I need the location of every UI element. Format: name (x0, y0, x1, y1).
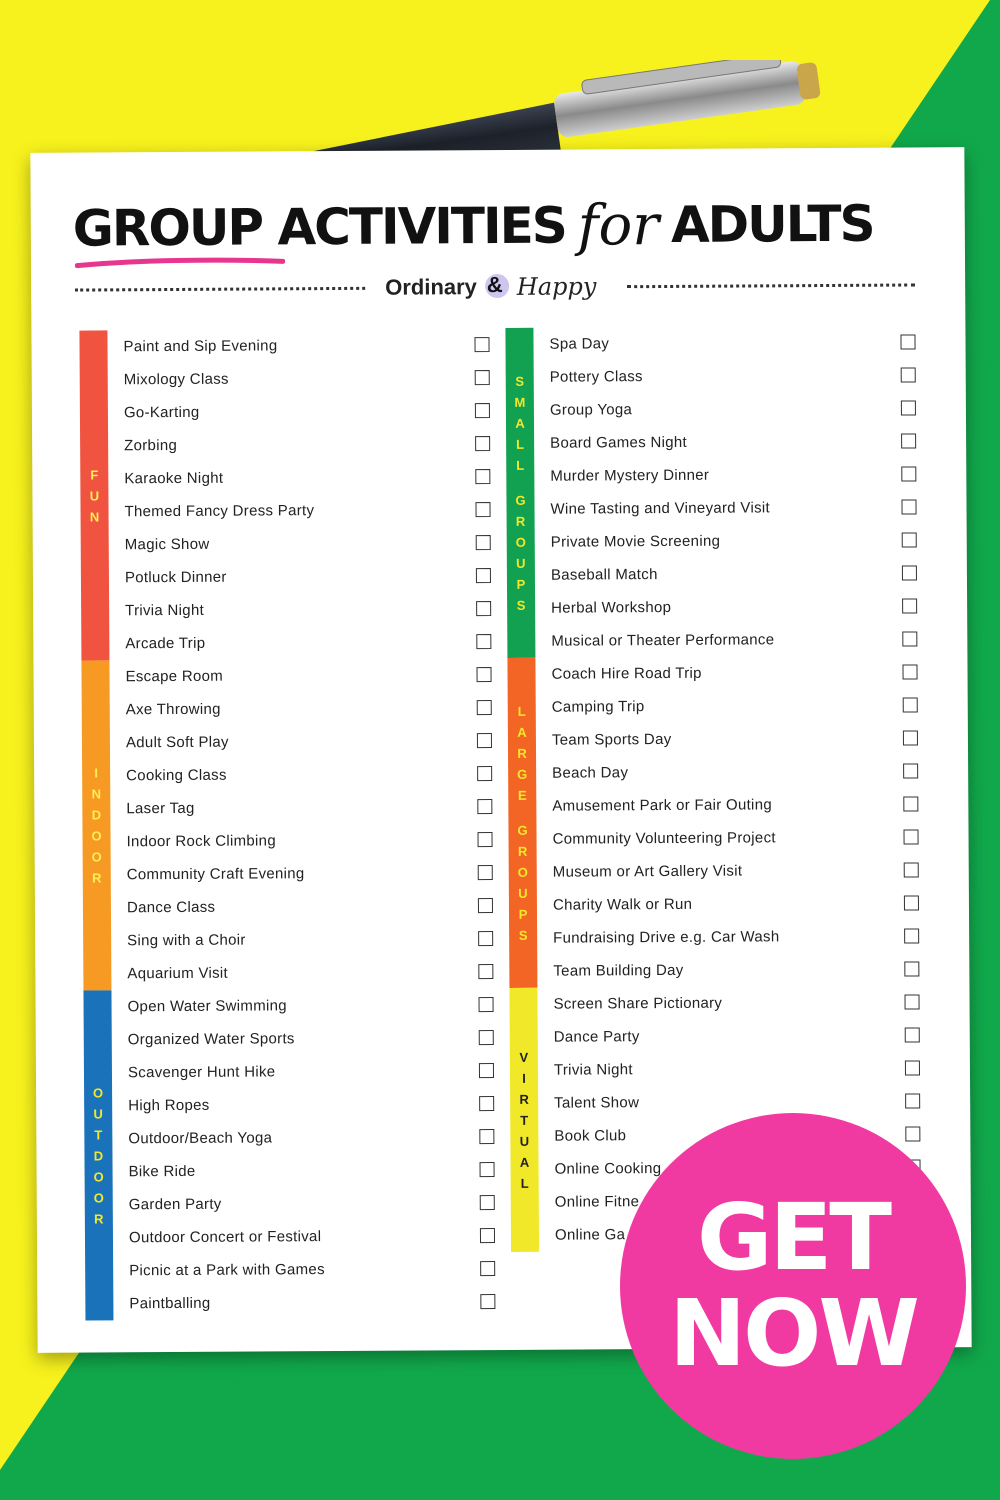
checklist-item (128, 1054, 498, 1089)
cta-line-2: NOW (669, 1280, 917, 1387)
checklist-item (125, 658, 495, 693)
checkbox[interactable] (900, 334, 915, 349)
checkbox[interactable] (901, 433, 916, 448)
category-letter: N (89, 508, 100, 525)
category-letter: V (519, 1049, 529, 1065)
activity-label: Dance Class (126, 898, 216, 917)
category-letter (519, 475, 523, 489)
checklist-item (129, 1219, 499, 1254)
pen-icon (255, 60, 835, 160)
category-bar (83, 990, 113, 1320)
category-letter: A (517, 724, 527, 740)
category-letter: R (519, 1091, 529, 1107)
divider-left (75, 287, 365, 292)
checkbox[interactable] (480, 1261, 495, 1276)
activity-label: Adult Soft Play (125, 733, 229, 752)
activity-label: Trivia Night (125, 601, 205, 620)
checkbox[interactable] (904, 961, 919, 976)
checkbox[interactable] (901, 466, 916, 481)
checklist-item (125, 592, 495, 627)
checklist-item (553, 952, 923, 987)
checkbox[interactable] (905, 994, 920, 1009)
checklist-item (124, 361, 494, 396)
checkbox[interactable] (475, 370, 490, 385)
category-letter: E (517, 787, 527, 803)
checkbox[interactable] (903, 796, 918, 811)
category-letter (521, 805, 525, 819)
category-letter: L (517, 703, 526, 719)
activity-label: Talent Show (554, 1094, 640, 1112)
checkbox[interactable] (902, 664, 917, 679)
activity-label: Pottery Class (549, 368, 643, 386)
activity-label: Themed Fancy Dress Party (124, 502, 315, 521)
checkbox[interactable] (901, 400, 916, 415)
activity-label: Team Building Day (553, 961, 684, 980)
activity-label: Paint and Sip Evening (123, 337, 278, 356)
category-letter: R (94, 1210, 104, 1226)
checklist-item (553, 985, 923, 1020)
checkbox[interactable] (478, 964, 493, 979)
checkbox[interactable] (477, 700, 492, 715)
category-letter: I (522, 1070, 526, 1086)
checkbox[interactable] (902, 532, 917, 547)
checkbox[interactable] (477, 766, 492, 781)
checklist-item (551, 622, 921, 657)
checklist-item (549, 325, 919, 360)
activity-label: Screen Share Pictionary (553, 994, 723, 1013)
checkbox[interactable] (901, 499, 916, 514)
activity-label: Garden Party (128, 1195, 222, 1214)
category-letter: I (94, 765, 98, 781)
checkbox[interactable] (902, 565, 917, 580)
title-main: GROUP ACTIVITIES (72, 196, 566, 258)
category-letter: R (517, 745, 527, 761)
category-letter: O (517, 864, 528, 880)
brand-amp-badge (483, 271, 509, 300)
checklist-item (551, 523, 921, 558)
activity-label: Group Yoga (549, 401, 633, 419)
category-letter: P (518, 906, 528, 922)
activity-label: Fundraising Drive e.g. Car Wash (553, 928, 780, 947)
checkbox[interactable] (903, 829, 918, 844)
brand-word-2: Happy (516, 272, 597, 301)
activity-label: Mixology Class (123, 370, 229, 389)
checkbox[interactable] (904, 928, 919, 943)
category-letter: G (515, 492, 526, 508)
checkbox[interactable] (905, 1027, 920, 1042)
activity-label: Camping Trip (551, 698, 645, 716)
checklist-item (552, 754, 922, 789)
title-script: for (577, 192, 660, 259)
category-letter: G (517, 822, 528, 838)
checklist-item (126, 823, 496, 858)
activity-label: Cooking Class (126, 766, 227, 785)
checkbox[interactable] (480, 1195, 495, 1210)
checkbox[interactable] (905, 1060, 920, 1075)
checkbox[interactable] (903, 730, 918, 745)
checkbox[interactable] (478, 898, 493, 913)
activity-label: Picnic at a Park with Games (129, 1261, 325, 1280)
category-letter: U (518, 885, 528, 901)
category-bar (81, 660, 111, 990)
checkbox[interactable] (480, 1294, 495, 1309)
checklist-item (128, 1087, 498, 1122)
activity-label: Potluck Dinner (124, 568, 227, 587)
checklist-item (125, 559, 495, 594)
activity-label: Go-Karting (123, 403, 200, 422)
checklist-item (552, 688, 922, 723)
checkbox[interactable] (479, 1096, 494, 1111)
category-letter: O (91, 828, 102, 844)
activity-label: Paintballing (129, 1294, 211, 1313)
checklist-item (125, 625, 495, 660)
checkbox[interactable] (478, 931, 493, 946)
checklist-item (127, 856, 497, 891)
checklist-item (128, 1153, 498, 1188)
activity-label: Coach Hire Road Trip (551, 664, 702, 683)
brand-logo (385, 271, 615, 302)
checklist-item (127, 955, 497, 990)
category-letter: D (91, 807, 102, 823)
category-letter: D (93, 1147, 104, 1163)
category-letter: O (92, 1084, 104, 1100)
activity-label: Organized Water Sports (127, 1030, 295, 1049)
checklist-item (551, 556, 921, 591)
checkbox[interactable] (904, 862, 919, 877)
checklist-item (550, 457, 920, 492)
checklist-item (551, 589, 921, 624)
left-column (79, 328, 499, 1313)
checklist-item (126, 724, 496, 759)
title-end: ADULTS (670, 194, 874, 254)
activity-label: Laser Tag (126, 799, 195, 818)
brand-word-1: Ordinary (385, 274, 477, 300)
brand-amp: & (486, 271, 503, 298)
activity-label: Musical or Theater Performance (551, 631, 775, 650)
activity-label: Museum or Art Gallery Visit (552, 862, 743, 881)
category-letter: L (520, 1175, 529, 1191)
activity-label: Online Cooking (554, 1160, 662, 1178)
checklist-item (125, 526, 495, 561)
checklist-item (554, 1018, 924, 1053)
checklist-item (126, 790, 496, 825)
category-letter: F (90, 466, 99, 483)
divider-right (627, 283, 915, 288)
category-letter: S (518, 927, 528, 943)
checkbox[interactable] (479, 1063, 494, 1078)
checklist-item (127, 988, 497, 1023)
checkbox[interactable] (480, 1162, 495, 1177)
brand-row (75, 267, 915, 308)
category-letter: U (516, 555, 526, 571)
activity-label: Trivia Night (553, 1061, 633, 1079)
activity-label: Online Ga (554, 1226, 626, 1244)
checklist-item (550, 391, 920, 426)
category-bar (509, 988, 539, 1252)
activity-label: Community Craft Evening (126, 865, 305, 884)
checkbox[interactable] (475, 403, 490, 418)
checklist-item (553, 886, 923, 921)
activity-label: Arcade Trip (125, 634, 206, 653)
activity-label: Karaoke Night (124, 469, 224, 488)
checkbox[interactable] (903, 697, 918, 712)
checkbox[interactable] (905, 1126, 920, 1141)
checkbox[interactable] (479, 1129, 494, 1144)
category-letter: T (94, 1126, 103, 1142)
get-now-button[interactable] (620, 1113, 966, 1459)
activity-label: Online Fitne (554, 1193, 640, 1211)
checklist-item (123, 328, 493, 363)
activity-label: Charity Walk or Run (552, 895, 693, 914)
activity-label: Outdoor Concert or Festival (128, 1228, 322, 1247)
category-letter: M (514, 394, 526, 410)
activity-label: Board Games Night (550, 433, 688, 452)
checkbox[interactable] (478, 865, 493, 880)
checkbox[interactable] (475, 502, 490, 517)
category-letter: S (515, 373, 525, 389)
activity-label: Herbal Workshop (551, 598, 672, 617)
checklist-item (552, 787, 922, 822)
checkbox[interactable] (902, 598, 917, 613)
category-letter: U (93, 1105, 103, 1121)
checkbox[interactable] (476, 601, 491, 616)
category-bar (505, 328, 535, 658)
checklist-item (129, 1186, 499, 1221)
category-letter: P (516, 576, 526, 592)
category-letter: O (515, 534, 526, 550)
checklist-item (552, 721, 922, 756)
activity-label: Outdoor/Beach Yoga (128, 1129, 273, 1148)
checkbox[interactable] (475, 469, 490, 484)
checkbox[interactable] (476, 568, 491, 583)
checklist-item (550, 490, 920, 525)
activity-label: Baseball Match (550, 566, 658, 584)
checkbox[interactable] (901, 367, 916, 382)
activity-label: Team Sports Day (551, 730, 672, 749)
checklist-item (551, 655, 921, 690)
activity-label: Spa Day (549, 335, 610, 353)
activity-label: Dance Party (553, 1028, 640, 1046)
checkbox[interactable] (479, 1030, 494, 1045)
checkbox[interactable] (902, 631, 917, 646)
checklist-item (127, 922, 497, 957)
checkbox[interactable] (903, 763, 918, 778)
category-bar (507, 658, 537, 988)
category-letter: R (517, 843, 528, 859)
checkbox[interactable] (905, 1093, 920, 1108)
activity-label: Zorbing (124, 436, 178, 455)
category-letter: A (515, 415, 525, 431)
activity-label: Scavenger Hunt Hike (127, 1063, 276, 1082)
checkbox[interactable] (478, 832, 493, 847)
checklist-item (124, 394, 494, 429)
activity-label: Open Water Swimming (127, 997, 287, 1016)
category-letter: R (515, 513, 526, 529)
activity-label: Wine Tasting and Vineyard Visit (550, 499, 771, 518)
category-letter: O (91, 849, 102, 865)
category-letter: N (91, 786, 101, 802)
category-letter: O (93, 1168, 104, 1184)
category-letter: T (520, 1112, 529, 1128)
activity-label: Book Club (554, 1127, 627, 1145)
category-bar (79, 330, 109, 660)
activity-label: Sing with a Choir (127, 931, 246, 950)
checkbox[interactable] (477, 799, 492, 814)
checkbox[interactable] (476, 535, 491, 550)
activity-label: Magic Show (124, 535, 210, 554)
checklist-item (129, 1252, 499, 1287)
checkbox[interactable] (475, 436, 490, 451)
checklist-item (553, 919, 923, 954)
activity-label: Community Volunteering Project (552, 829, 776, 848)
checklist-item (553, 853, 923, 888)
checklist-item (550, 424, 920, 459)
activity-label: Private Movie Screening (550, 532, 721, 551)
left-activity-list (79, 328, 499, 1313)
checkbox[interactable] (480, 1228, 495, 1243)
checkbox[interactable] (476, 634, 491, 649)
category-letter: A (519, 1154, 530, 1170)
checklist-item (126, 691, 496, 726)
activity-label: Beach Day (552, 764, 629, 782)
checkbox[interactable] (904, 895, 919, 910)
checklist-item (128, 1120, 498, 1155)
checklist-item (128, 1021, 498, 1056)
category-letter: G (517, 766, 528, 782)
activity-label: Axe Throwing (125, 700, 221, 719)
cta-line-1: GET (696, 1184, 890, 1291)
checklist-item (124, 427, 494, 462)
checklist-item (127, 889, 497, 924)
checklist-item (552, 820, 922, 855)
activity-label: Escape Room (125, 667, 224, 686)
category-letter: U (519, 1133, 530, 1149)
activity-label: Indoor Rock Climbing (126, 832, 277, 851)
activity-label: Amusement Park or Fair Outing (552, 796, 773, 815)
activity-label: Bike Ride (128, 1162, 196, 1181)
checkbox[interactable] (476, 667, 491, 682)
checklist-item (554, 1051, 924, 1086)
category-letter: O (93, 1189, 104, 1205)
checkbox[interactable] (474, 337, 489, 352)
checklist-item (126, 757, 496, 792)
checkbox[interactable] (479, 997, 494, 1012)
category-letter: R (92, 870, 102, 886)
checklist-item (554, 1084, 924, 1119)
activity-label: High Ropes (128, 1096, 210, 1115)
checklist-item (124, 460, 494, 495)
checklist-item (124, 493, 494, 528)
activity-label: Aquarium Visit (127, 964, 229, 983)
checkbox[interactable] (477, 733, 492, 748)
category-letter: U (89, 487, 100, 504)
checklist-item (550, 358, 920, 393)
checklist-item (129, 1285, 499, 1320)
category-letter: L (516, 457, 525, 473)
category-letter: L (516, 436, 525, 452)
title-underline-icon (75, 255, 285, 270)
category-letter: S (516, 597, 526, 613)
activity-label: Murder Mystery Dinner (550, 466, 710, 485)
